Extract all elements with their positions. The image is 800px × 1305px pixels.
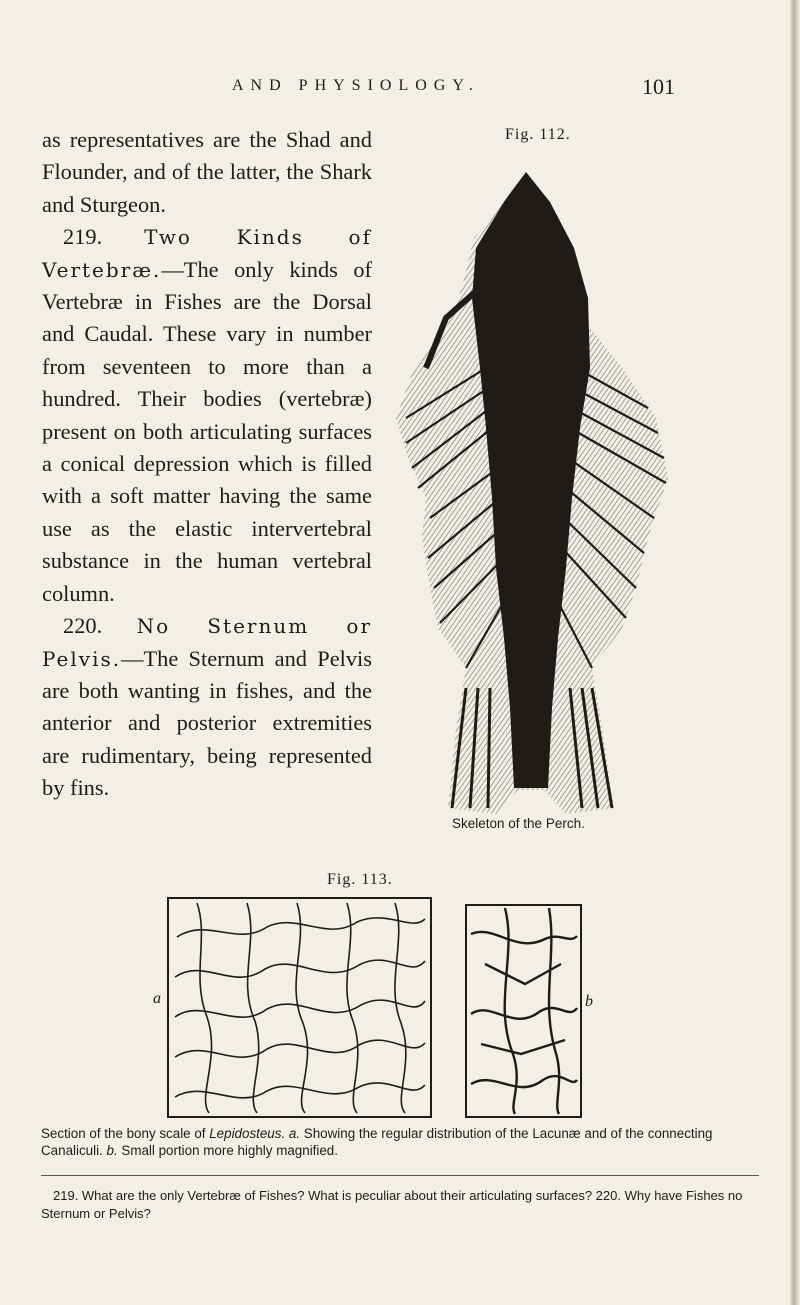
paragraph-219 <box>42 221 372 610</box>
caption-a-text: Showing the regular distribution of the Lacunæ and of the connecting Canaliculi. <box>41 1126 713 1158</box>
section-text-219: —The only kinds of Vertebræ in Fishes are the Dorsal and Caudal. These vary in number from seventeen to more than a hundred. Their bodies (vertebræ) present on both articulating surfaces a conical depression which is filled with a soft matter having the same use as the elastic intervertebral substance in the human vertebral column. <box>42 256 372 606</box>
paragraph-220 <box>42 610 372 804</box>
section-heading-220: No Sternum or Pelvis. <box>42 614 372 671</box>
review-questions <box>41 1187 759 1223</box>
figure-113-caption <box>41 1125 759 1159</box>
scale-section-panel-b <box>465 904 582 1118</box>
caption-genus: Lepidosteus. <box>209 1126 286 1141</box>
page-number: 101 <box>642 74 675 99</box>
paragraph-continued: as representatives are the Shad and Flounder, and of the latter, the Shark and Sturgeon. <box>42 127 372 217</box>
caption-pre: Section of the bony scale of <box>41 1126 210 1141</box>
section-text-220: —The Sternum and Pelvis are both wanting in fishes, and the anterior and posterior extremities are rudimentary, being represented by fins. <box>42 645 372 801</box>
panel-a-label: a <box>153 990 161 1007</box>
figure-112-label: Fig. 112. <box>505 126 571 143</box>
body-text <box>42 124 372 805</box>
scale-section-panel-a <box>167 897 432 1118</box>
review-questions-text: 219. What are the only Vertebræ of Fishes? What is peculiar about their articulating surfaces? 220. Why have Fishes no Sternum or Pelvis? <box>41 1188 743 1221</box>
panel-b-label: b <box>585 993 593 1010</box>
figure-113-label: Fig. 113. <box>327 871 393 888</box>
caption-b-marker: b. <box>106 1143 118 1158</box>
section-number-220: 220. <box>63 613 103 639</box>
page-edge <box>790 0 800 1305</box>
caption-b-text: Small portion more highly magnified. <box>117 1143 338 1158</box>
section-heading-219: Two Kinds of Vertebræ. <box>42 225 372 282</box>
figure-112-caption: Skeleton of the Perch. <box>452 816 585 831</box>
footnote-rule <box>41 1175 759 1176</box>
section-number-219: 219. <box>63 224 103 250</box>
perch-skeleton-illustration <box>386 168 676 816</box>
running-header: AND PHYSIOLOGY. <box>232 77 480 94</box>
caption-a-marker: a. <box>288 1126 301 1141</box>
